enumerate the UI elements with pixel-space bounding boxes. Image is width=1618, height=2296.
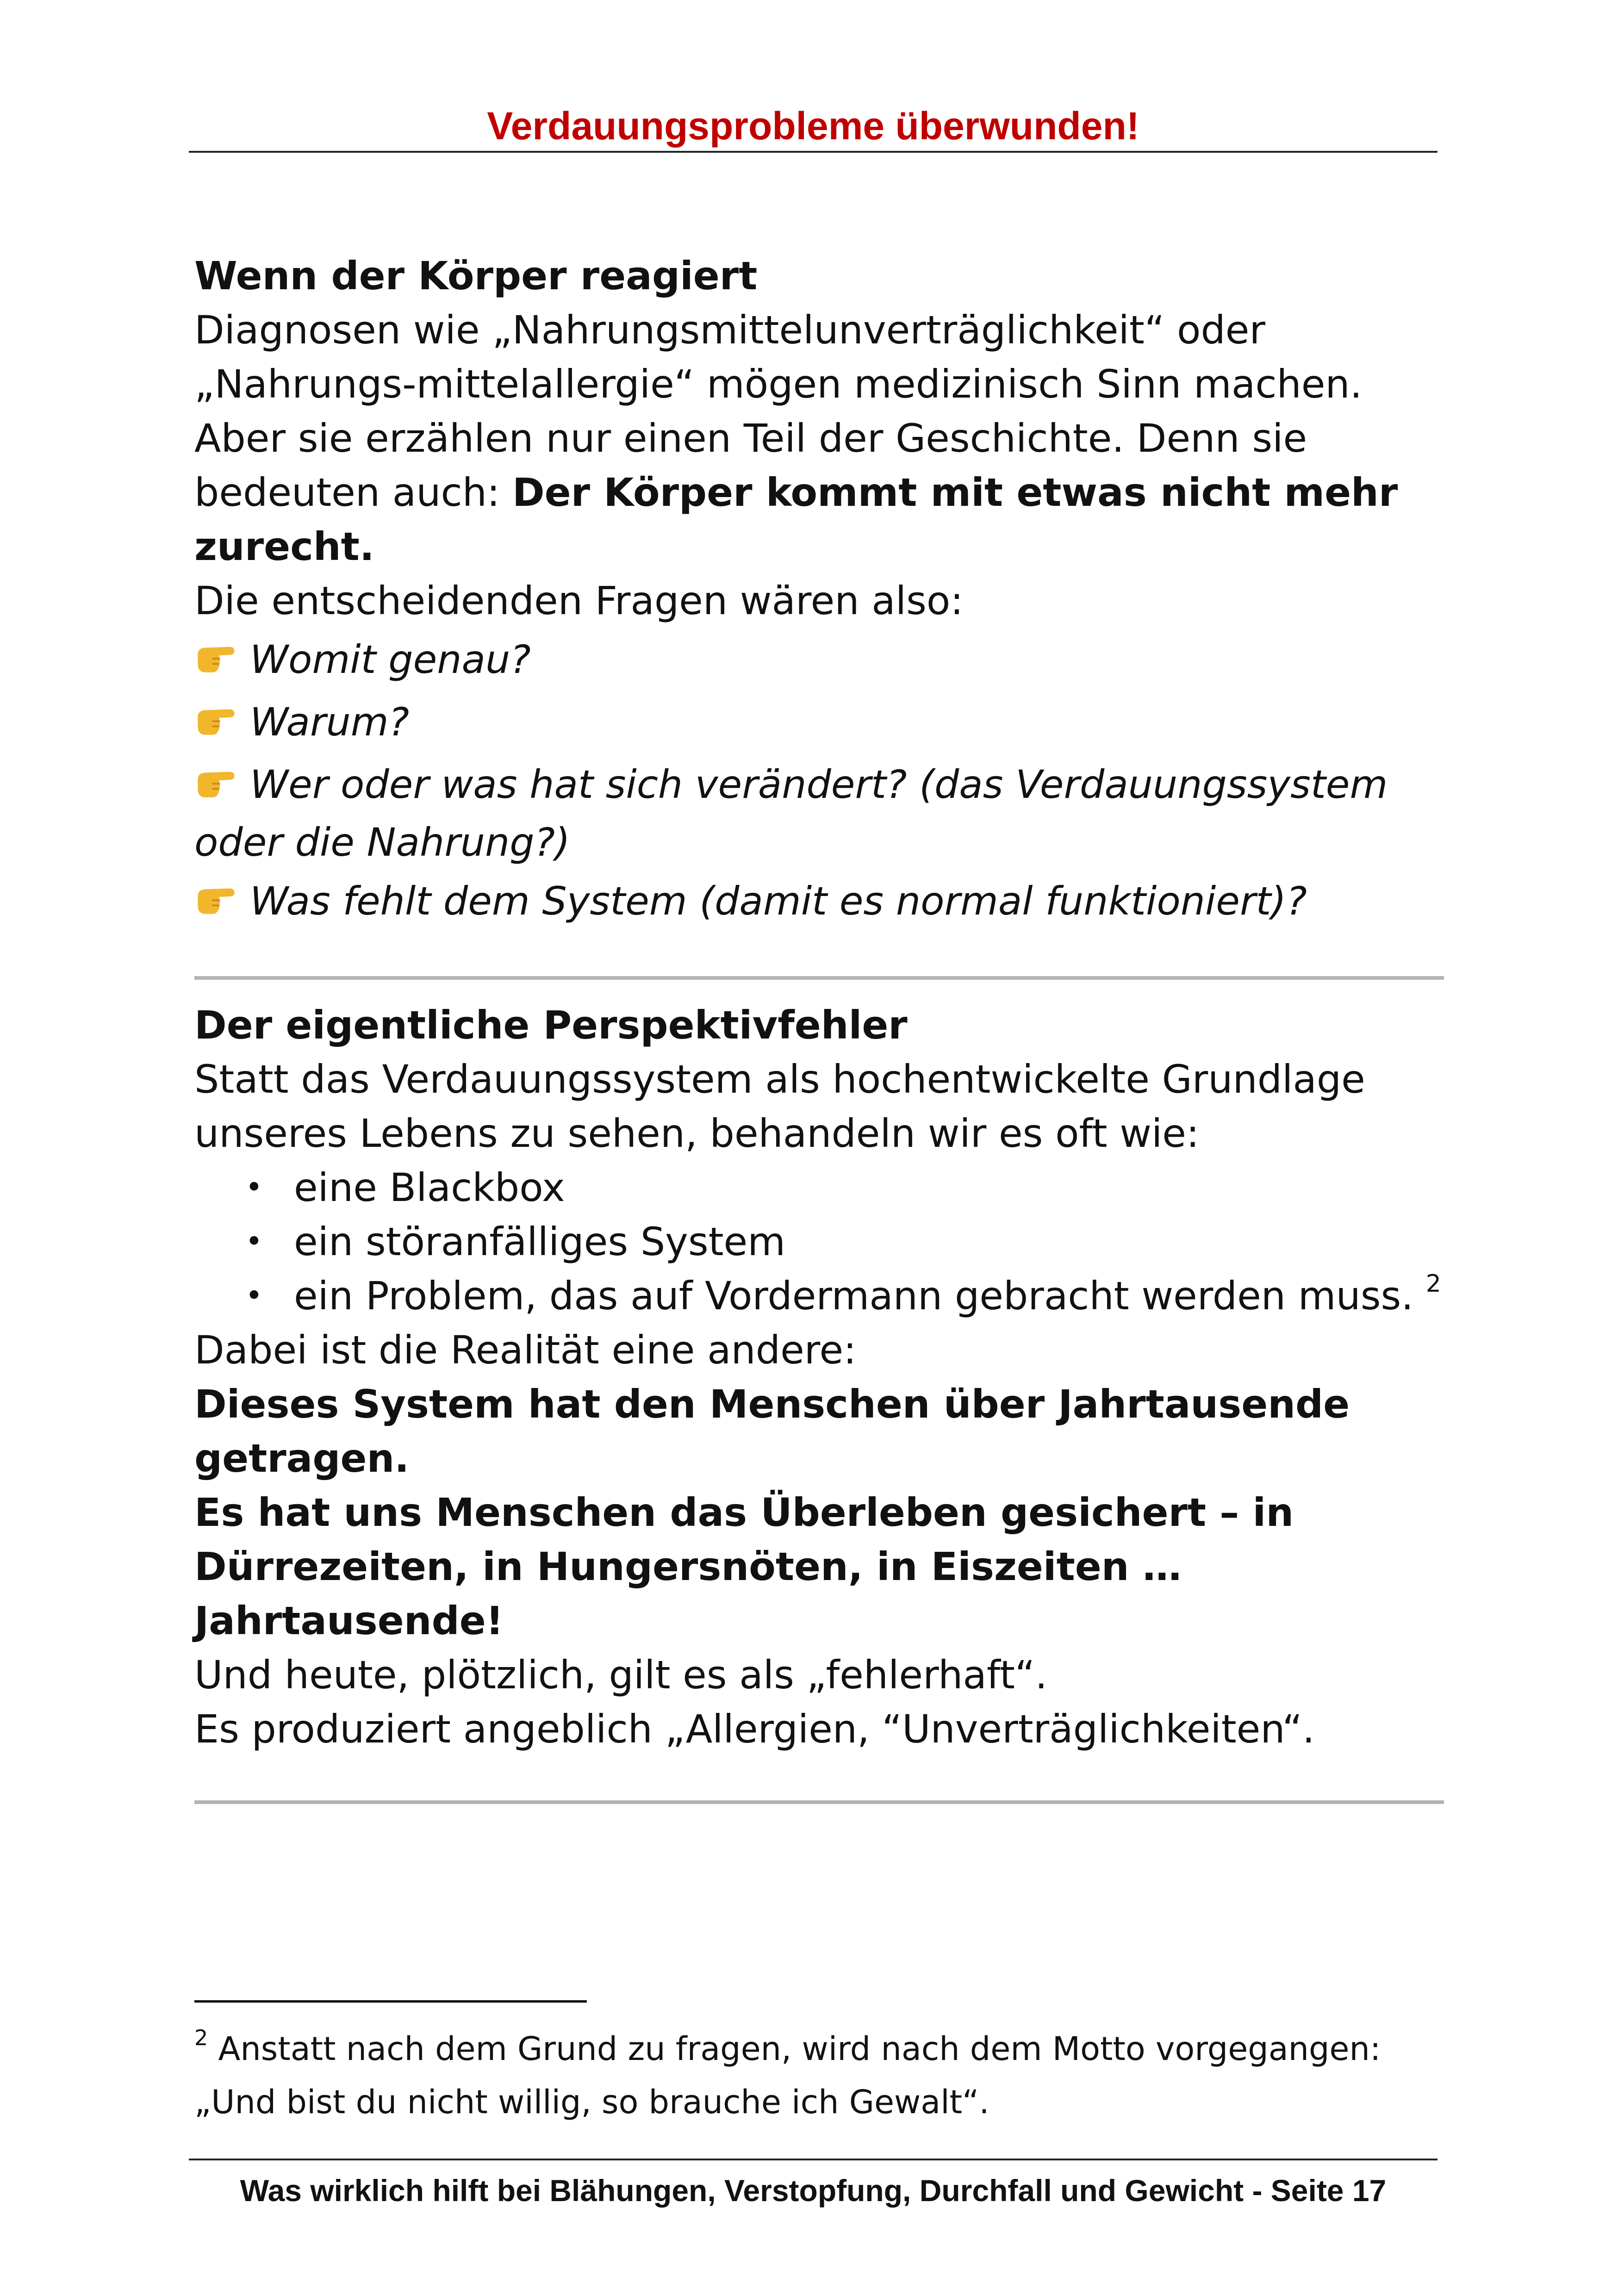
emphasis-koerper-zurecht: Der Körper kommt mit etwas nicht mehr zurecht. <box>194 470 1398 569</box>
section-heading-perspektivfehler: Der eigentliche Perspektivfehler <box>194 1002 908 1048</box>
section-separator <box>194 976 1444 980</box>
paragraph-geschichte-text: Aber sie erzählen nur einen Teil der Geschichte. Denn sie bedeuten auch: <box>194 416 1307 515</box>
bullet-marker: • <box>245 1170 263 1205</box>
section-heading-koerper: Wenn der Körper reagiert <box>194 253 758 299</box>
section-separator <box>194 1800 1444 1804</box>
list-item <box>245 1161 1444 1215</box>
pointing-hand-icon <box>194 759 250 815</box>
bullet-marker: • <box>245 1279 263 1313</box>
paragraph-fehlerhaft: Und heute, plötzlich, gilt es als „fehlerhaft“. <box>194 1652 1048 1698</box>
footnote-number: 2 <box>194 2025 208 2050</box>
header-rule <box>189 151 1438 153</box>
list-item <box>245 1269 1444 1323</box>
blackbox-list <box>194 1161 1444 1323</box>
running-header-title: Verdauungsprobleme überwunden! <box>487 104 1139 148</box>
question-item <box>194 874 1444 932</box>
pointing-hand-icon <box>194 697 250 753</box>
question-text: Warum? <box>250 699 410 745</box>
paragraph-diagnosen: Diagnosen wie „Nahrungsmittelunverträglichkeit“ oder „Nahrungs-mittelallergie“ mögen medizinisch Sinn machen. <box>194 307 1363 407</box>
footnote-rule <box>194 2000 587 2003</box>
question-text: Was fehlt dem System (damit es normal funktioniert)? <box>250 878 1307 924</box>
paragraph-realitaet: Dabei ist die Realität eine andere: <box>194 1327 857 1373</box>
question-text: Wer oder was hat sich verändert? (das Verdauungssystem oder die Nahrung?) <box>194 762 1388 865</box>
list-item-text: ein Problem, das auf Vordermann gebracht werden muss. <box>294 1273 1414 1319</box>
emphasis-ueberleben: Es hat uns Menschen das Überleben gesichert – in Dürrezeiten, in Hungersnöten, in Eiszeiten … Jahrtausende! <box>194 1490 1294 1643</box>
paragraph-statt: Statt das Verdauungssystem als hochentwickelte Grundlage unseres Lebens zu sehen, behandeln wir es oft wie: <box>194 1057 1365 1156</box>
list-item-text: ein störanfälliges System <box>294 1219 786 1264</box>
question-text: Womit genau? <box>250 637 531 682</box>
pointing-hand-icon <box>194 634 250 691</box>
bullet-marker: • <box>245 1225 263 1259</box>
footer-rule <box>189 2159 1438 2160</box>
page-content <box>194 249 1444 1823</box>
running-footer: Was wirklich hilft bei Blähungen, Verstopfung, Durchfall und Gewicht - Seite 17 <box>240 2173 1387 2208</box>
pointing-hand-icon <box>194 876 250 932</box>
emphasis-jahrtausende: Dieses System hat den Menschen über Jahrtausende getragen. <box>194 1381 1350 1481</box>
paragraph-geschichte <box>194 411 1444 574</box>
paragraph-fragen: Die entscheidenden Fragen wären also: <box>194 578 964 623</box>
question-item <box>194 633 1444 691</box>
question-item <box>194 758 1444 870</box>
list-item-text: eine Blackbox <box>294 1165 565 1210</box>
question-item <box>194 695 1444 753</box>
footnote <box>194 2022 1444 2129</box>
footnote-reference[interactable]: 2 <box>1425 1270 1441 1298</box>
list-item <box>245 1215 1444 1269</box>
footnote-text: Anstatt nach dem Grund zu fragen, wird nach dem Motto vorgegangen: „Und bist du nicht willig, so brauche ich Gewalt“. <box>194 2030 1381 2121</box>
paragraph-allergien: Es produziert angeblich „Allergien, “Unverträglichkeiten“. <box>194 1706 1315 1752</box>
